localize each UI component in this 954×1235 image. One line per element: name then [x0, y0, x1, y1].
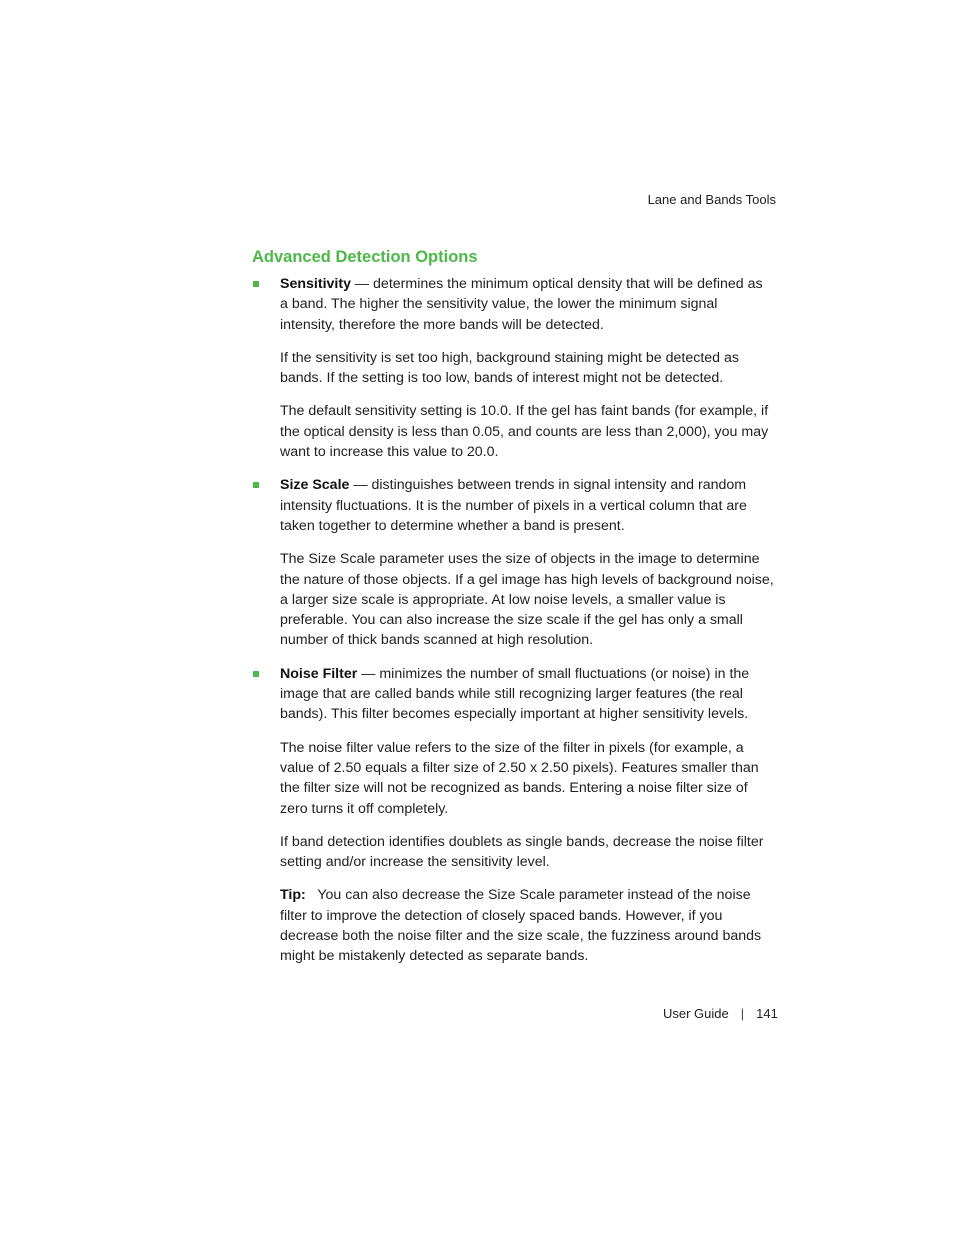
paragraph: The default sensitivity setting is 10.0. If the gel has faint bands (for example, if the optical density is less than 0.05, and counts are less than 2,000), you may want to increase this value to 20.0.: [280, 403, 769, 461]
term-label: Sensitivity: [280, 276, 351, 292]
term-label: Size Scale: [280, 477, 350, 494]
square-bullet-icon: [253, 482, 259, 488]
paragraph: If the sensitivity is set too high, background staining might be detected as bands. If the setting is too low, bands of interest might not be detected.: [280, 349, 739, 387]
tip-label: Tip:: [280, 887, 306, 904]
paragraph: [280, 475, 774, 536]
list-item-size-scale: [252, 475, 774, 650]
list-item-sensitivity: [252, 274, 774, 462]
paragraph-text: minimizes the number of small fluctuations (or noise) in the image that are called bands while still recognizing larger features (the real bands). This filter becomes especially important at higher sensitivity levels.: [280, 665, 750, 723]
tip-text: You can also decrease the Size Scale parameter instead of the noise filter to improve the detection of closely spaced bands. However, if you decrease both the noise filter and the size scale, the fuzziness around bands might be mistakenly detected as separate bands.: [280, 887, 762, 965]
page-number: 141: [756, 1006, 778, 1021]
square-bullet-icon: [253, 281, 259, 287]
paragraph: If band detection identifies doublets as single bands, decrease the noise filter setting and/or increase the sensitivity level.: [280, 833, 764, 871]
paragraph: The Size Scale parameter uses the size of objects in the image to determine the nature of those objects. If a gel image has high levels of background noise, a larger size scale is appropriate. At low noise levels, a smaller value is preferable. You can also increase the size scale if the gel has only a small number of thick bands scanned at high resolution.: [280, 551, 774, 649]
paragraph: [280, 664, 774, 725]
em-dash: —: [350, 276, 374, 292]
square-bullet-icon: [253, 671, 259, 677]
term-label: Noise Filter: [280, 665, 358, 682]
main-content: [252, 246, 774, 980]
paragraph: [280, 274, 774, 335]
list-item-noise-filter: [252, 664, 774, 967]
tip-paragraph: [280, 885, 774, 966]
guide-label: User Guide: [663, 1006, 729, 1021]
running-header: Lane and Bands Tools: [647, 192, 776, 207]
page-footer: [663, 1006, 778, 1021]
paragraph-text: determines the minimum optical density that will be defined as a band. The higher the sensitivity value, the lower the minimum signal intensity, therefore the more bands will be detected.: [280, 276, 763, 333]
footer-separator: |: [740, 1006, 745, 1021]
paragraph-text: distinguishes between trends in signal intensity and random intensity fluctuations. It is the number of pixels in a vertical column that are taken together to determine whether a band is present.: [280, 477, 747, 534]
section-title: Advanced Detection Options: [252, 248, 478, 266]
em-dash: —: [357, 665, 380, 682]
paragraph: The noise filter value refers to the size of the filter in pixels (for example, a value of 2.50 equals a filter size of 2.50 x 2.50 pixels). Features smaller than the filter size will not be recognized as bands. Entering a noise filter size of zero turns it off completely.: [280, 739, 759, 817]
em-dash: —: [349, 477, 372, 494]
